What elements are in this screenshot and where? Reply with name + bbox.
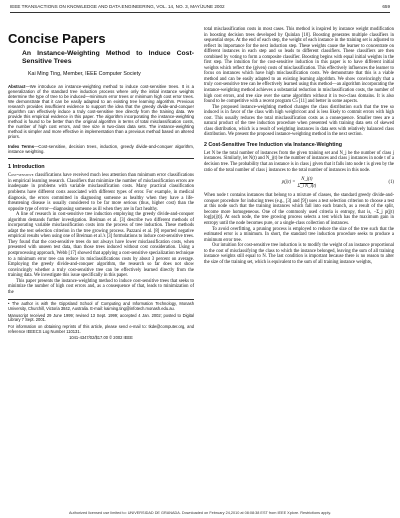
- section-1-heading: 1 Introduction: [8, 163, 45, 170]
- abstract: [8, 84, 194, 140]
- left-column: [8, 28, 194, 342]
- abstract-label: Abstract: [8, 83, 26, 89]
- right-paragraph-2: The proposed instance-weighting method changes the class distribution such that the tree so induced is in favor of the class with high weight/cost and is less likely to commit errors with high cost. This usually reduces the total misclassification costs as a consequence. Smaller trees are a natural product of the tree induction procedure when presented with training data sets of skewed class distribution, which is a result of weighting instances in data sets with relatively balanced class distribution. We present the proposed instance-weighting method in the next section.: [204, 104, 394, 138]
- equation-lhs: p(j|t) =: [281, 180, 296, 186]
- page-number: 659: [382, 4, 390, 9]
- section-2-paragraph-3: To avoid overfitting, a pruning process is employed to reduce the size of the tree such that the estimated error is a minimum. In short, the standard tree induction procedure seeks to produce a minimum error tree.: [204, 226, 394, 243]
- section-title: Concise Papers: [8, 31, 106, 46]
- abstract-rule: [8, 158, 194, 159]
- author-line: Kai Ming Ting, Member, IEEE Computer Society: [28, 71, 141, 77]
- equation-1: [204, 177, 394, 189]
- index-terms-text: —Cost-sensitive, decision trees, induction, greedy divide-and-conquer algorithm, instance weighting.: [8, 143, 194, 154]
- journal-header: IEEE TRANSACTIONS ON KNOWLEDGE AND DATA ENGINEERING, VOL. 14, NO. 3, MAY/JUNE 2002: [10, 4, 225, 9]
- copyright-line: 1041-4347/02/$17.00 © 2002 IEEE: [69, 334, 133, 340]
- intro-lead-word: Cost-sensitive: [8, 173, 34, 179]
- abstract-text: —We introduce an instance-weighting method to induce cost-sensitive trees. It is a generalization of the standard tree induction process where only the initial instance weights determine the type of tree to be induced—minimum error trees or minimum high cost error trees. We demonstrate that it can be easily adapted to an existing tree learning algorithm. Previous research provides insufficient evidence to support the idea that the greedy divide-and-conquer algorithm can effectively induce a truly cost-sensitive tree directly from the training data. We provide this empirical evidence in this paper. The algorithm incorporating the instance-weighting method is found to be better than the original algorithm in terms of total misclassification costs, the number of high cost errors, and tree size in two-class data sets. The instance-weighting method is simpler and more effective in implementation than a previous method based on altered priors.: [8, 83, 194, 140]
- intro-paragraph-3: This paper presents the instance-weighting method to induce cost-sensitive trees that seeks to minimize the number of high cost errors and, as a consequence of that, leads to minimization of the: [8, 278, 194, 295]
- intro-paragraph-1: [8, 173, 194, 212]
- section-2-paragraph-1: Let N be the total number of instances from the given training set and N_j be the number of class j instances. Similarly, let N(t) and N_j(t) be the number of instances and class j instances in node t of a decision tree. The probability that an instance is in class j given that it falls into node t is given by the ratio of the total number of class j instances to the total number of instances in this node.: [204, 150, 394, 173]
- index-terms-label: Index Terms: [8, 143, 35, 149]
- section-2-paragraph-2: When node t contains instances that belong to a mixture of classes, the standard greedy divide-and-conquer procedure for inducing trees (e.g., [3] and [9]) uses a test selection criterion to choose a test at this node such that the training instances which fall into each branch, as a result of the split, become more homogeneous. One of the commonly used criteria is entropy, that is, −Σ_j p(j|t) log[p(j|t)]. At each node, the tree growing process selects a test which has the maximum gain in entropy until the node becomes pure, or a single-class collection of instances.: [204, 193, 394, 226]
- footnote-manuscript: Manuscript received 29 June 1999; revised 13 Sept. 1999; accepted 4 Jan. 2002; posted to Digital Library 7 Sept. 2001.: [8, 312, 194, 323]
- paper-title: An Instance-Weighting Method to Induce Cost-Sensitive Trees: [22, 50, 194, 65]
- header-rule: [10, 12, 390, 13]
- section-2-paragraph-4: Our intuition for cost-sensitive tree induction is to modify the weight of an instance proportional to the cost of misclassifying the class to which the instance belonged, leaving the sum of all training instance weights still equal to N. The last condition is important because there is no reason to alter the size of the training set, which is equivalent to the sum of all training instance weights,: [204, 243, 394, 265]
- license-footer: Authorized licensed use limited to: UNIVERSIDAD DE GRANADA. Downloaded on February 24,2010 at 08:08:38 EST from IEEE Xplore. Restrictions apply.: [69, 511, 331, 515]
- footnote-author: • The author is with the Gippsland School of Computing and Information Technology, Monash University, Churchill, Victoria 3842, Australia. E-mail: kaiming.ting@infotech.monash.edu.au.: [8, 301, 194, 312]
- equation-numerator: N_j(t): [301, 177, 313, 183]
- intro-paragraph-2: A line of research in cost-sensitive tree induction employing the greedy divide-and-conquer algorithm demands further investigation. Breiman et al. [3] describe two different methods of incorporating variable misclassification costs into the process of tree induction. These methods adapt the test selection criterion in the tree growing process. Pazzani et al. [8] reported negative empirical results when using one of Breiman et al.'s [3] formulations to induce cost-sensitive trees. They found that the cost-sensitive trees do not always have lower misclassification costs, when presented with unseen test data, than those trees induced without cost consideration. Using a postprocessing approach, Webb [17] showed that applying a cost-sensitive specialization technique to a minimum error tree can reduce its misclassifications costs by about 3 percent on average. Employing the greedy divide-and-conquer algorithm, the research so far does not show convincingly whether a truly cost-sensitive tree can be effectively learned directly from the training data. We investigate this issue specifically in this paper.: [8, 212, 194, 279]
- right-column: [204, 27, 394, 265]
- index-terms: [8, 144, 194, 154]
- running-header: [10, 2, 390, 11]
- footnotes: [8, 299, 194, 340]
- equation-fraction: [297, 177, 316, 189]
- intro-paragraph-1-text: classifications have received much less attention than minimum error classifications in empirical learning research. Classifiers that minimize the number of misclassification errors are inadequate in problems with variable misclassification costs. Many practical classification problems have different costs associated with different types of error. For example, in medical diagnosis, the errors committed in diagnosing someone as healthy when they have a life-threatening disease is usually considered to be far more serious (thus, higher cost) than the opposite type of error—diagnosing someone as ill when they are in fact healthy.: [8, 173, 194, 212]
- right-paragraph-1: total misclassification costs in most cases. This method is inspired by instance weight modification in boosting decision trees developed by Quinlan [10]. Boosting generates multiple classifiers in sequential steps. At the end of each step, the weight of each instance in the training set is adjusted to reflect its importance for the next induction step. These weights cause the learner to concentrate on different instances in each step and so leads to different classifiers. These classifiers are then combined by voting to form a composite classifier. Boosting begins with equal initial weights in the first step. The intuition for the cost-sensitive induction in this paper is to have different initial weights which reflect the (given) costs of misclassification. This effectively influences the learner to focus on instances which have high misclassification costs. We demonstrate that this is a viable method and can be easily adapted to an existing learning algorithm. We show convincingly that a truly cost-sensitive tree can be effectively learned using this method—an algorithm incorporating the instance-weighting method achieves a substantial reduction in misclassification costs, the number of high cost errors, and tree size over the same algorithm without it in two-class domains. It is also found to be competitive with a recent program C5 [11] and better in some aspects.: [204, 27, 394, 105]
- equation-denominator: Σ_i N_i(t): [297, 183, 317, 189]
- equation-number: (1): [388, 180, 394, 186]
- footnote-reprints: For information on obtaining reprints of this article, please send e-mail to: tkde@computer.org, and reference IEEECS Log Number 110131.: [8, 323, 194, 334]
- section-2-heading: 2 Cost-Sensitive Tree Induction via Instance-Weighting: [204, 141, 342, 148]
